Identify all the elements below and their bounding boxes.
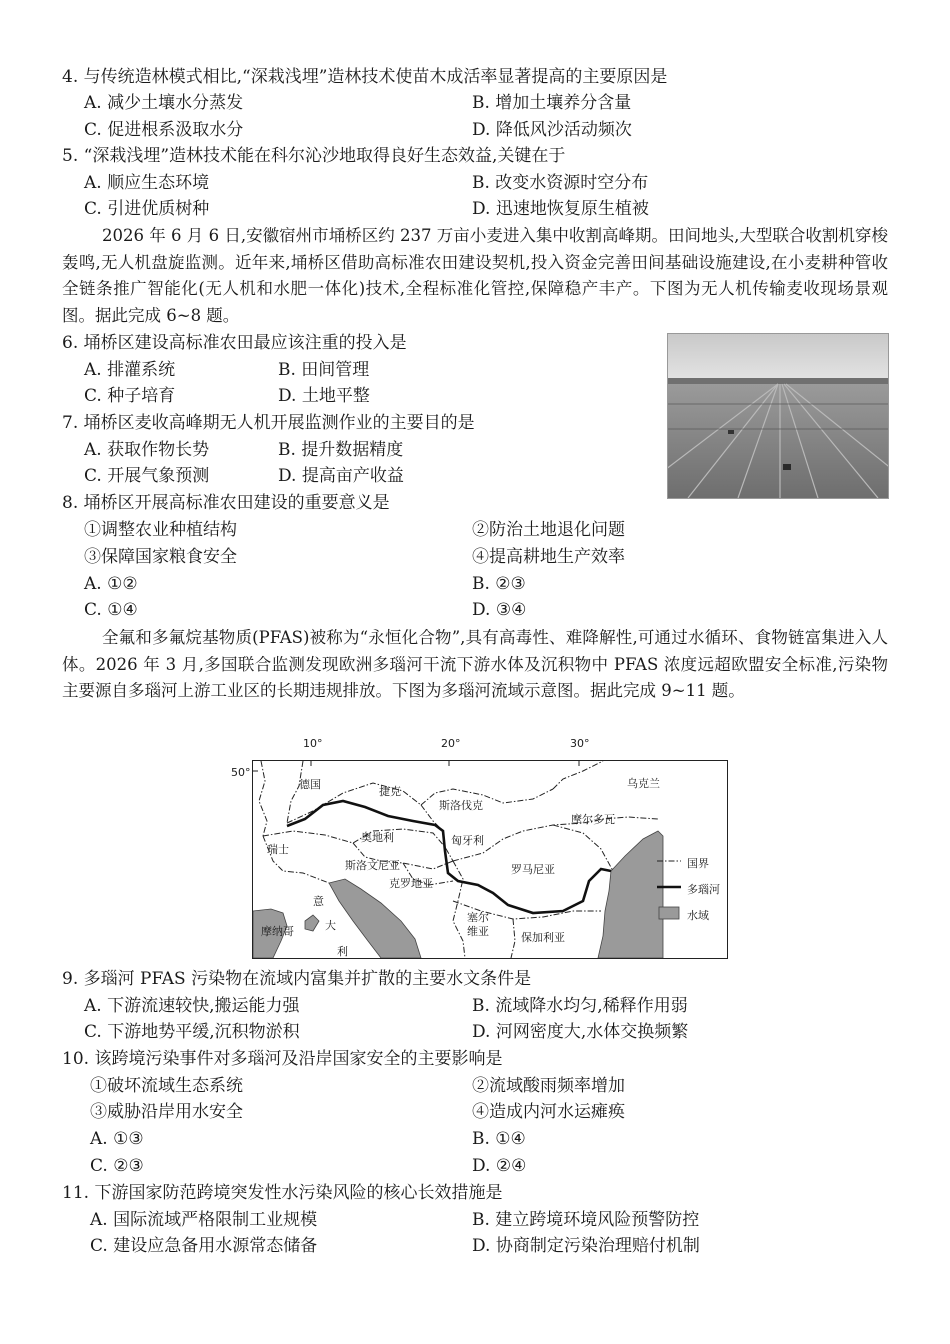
q10-statement-3: ③威胁沿岸用水安全: [90, 1102, 243, 1122]
q11-option-c: C. 建设应急备用水源常态储备: [90, 1236, 318, 1256]
tick-20: 20°: [441, 737, 461, 750]
map-label-austria: 奥地利: [361, 831, 394, 844]
question-6-stem: 6. 埇桥区建设高标准农田最应该注重的投入是: [62, 333, 407, 353]
q10-option-d: D. ②④: [472, 1156, 527, 1176]
legend-danube-label: 多瑙河: [687, 883, 720, 896]
legend-water-symbol: [659, 907, 679, 919]
tick-10: 10°: [303, 737, 323, 750]
q10-option-b: B. ①④: [472, 1129, 526, 1149]
passage-2: 全氟和多氟烷基物质(PFAS)被称为“永恒化合物”,具有高毒性、难降解性,可通过水循环、食物链富集进入人体。2026 年 3 月,多国联合监测发现欧洲多瑙河干流下游水体及沉积物中 PFAS 浓度远超欧盟安全标准,污染物主要源自多瑙河上游工业区的长期违规排放。下图为多瑙河流域示意图。据此完成 9~11 题。: [62, 628, 888, 700]
q8-option-a: A. ①②: [84, 574, 138, 594]
question-7-stem: 7. 埇桥区麦收高峰期无人机开展监测作业的主要目的是: [62, 413, 475, 433]
q8-statement-1: ①调整农业种植结构: [84, 520, 237, 540]
danube-basin-map: [252, 760, 728, 959]
q11-option-d: D. 协商制定污染治理赔付机制: [472, 1236, 700, 1256]
q6-option-b: B. 田间管理: [278, 360, 370, 380]
q6-option-d: D. 土地平整: [278, 386, 370, 406]
question-5-stem: 5. “深栽浅埋”造林技术能在科尔沁沙地取得良好生态效益,关键在于: [62, 146, 566, 166]
map-label-italy-1: 意: [313, 895, 324, 908]
q7-option-a: A. 获取作物长势: [84, 440, 210, 460]
q11-option-b: B. 建立跨境环境风险预警防控: [472, 1210, 700, 1230]
q4-option-a: A. 减少土壤水分蒸发: [84, 93, 244, 113]
question-10-stem: 10. 该跨境污染事件对多瑙河及沿岸国家安全的主要影响是: [62, 1049, 503, 1069]
map-label-ukraine: 乌克兰: [627, 777, 660, 790]
q11-option-a: A. 国际流域严格限制工业规模: [90, 1210, 318, 1230]
legend-water-label: 水域: [687, 909, 709, 922]
q10-option-a: A. ①③: [90, 1129, 144, 1149]
q4-option-d: D. 降低风沙活动频次: [472, 120, 632, 140]
q9-option-a: A. 下游流速较快,搬运能力强: [84, 996, 300, 1016]
q5-option-b: B. 改变水资源时空分布: [472, 173, 649, 193]
map-label-serbia-1: 塞尔: [467, 911, 489, 924]
map-label-italy-2: 大: [325, 919, 336, 932]
map-label-slovenia: 斯洛文尼亚: [345, 859, 400, 872]
map-label-germany: 德国: [299, 778, 321, 791]
map-label-bulgaria: 保加利亚: [521, 931, 565, 944]
q7-option-b: B. 提升数据精度: [278, 440, 404, 460]
q8-option-c: C. ①④: [84, 600, 138, 620]
q8-statement-2: ②防治土地退化问题: [472, 520, 625, 540]
map-label-hungary: 匈牙利: [451, 834, 484, 847]
q5-option-c: C. 引进优质树种: [84, 199, 210, 219]
q4-option-b: B. 增加土壤养分含量: [472, 93, 632, 113]
q8-option-b: B. ②③: [472, 574, 526, 594]
q6-option-c: C. 种子培育: [84, 386, 176, 406]
harvest-photo: [667, 333, 889, 499]
passage-1: 2026 年 6 月 6 日,安徽宿州市埇桥区约 237 万亩小麦进入集中收割高峰期。田间地头,大型联合收割机穿梭轰鸣,无人机盘旋监测。近年来,埇桥区借助高标准农田建设契机,投入资金完善田间基础设施建设,在小麦耕种管收全链条推广智能化(无人机和水肥一体化)技术,全程标准化管控,保障稳产丰产。下图为无人机传输麦收现场景观图。据此完成 6~8 题。: [62, 226, 888, 325]
q4-option-c: C. 促进根系汲取水分: [84, 120, 244, 140]
map-label-monaco: 摩纳哥: [261, 925, 294, 938]
legend-border-label: 国界: [687, 857, 709, 870]
map-label-serbia-2: 维亚: [467, 925, 489, 938]
q7-option-c: C. 开展气象预测: [84, 466, 210, 486]
q9-option-c: C. 下游地势平缓,沉积物淤积: [84, 1022, 300, 1042]
map-label-slovakia: 斯洛伐克: [439, 799, 483, 812]
q10-statement-1: ①破坏流域生态系统: [90, 1076, 243, 1096]
tick-30: 30°: [570, 737, 590, 750]
q10-statement-2: ②流域酸雨频率增加: [472, 1076, 625, 1096]
tick-50: 50°: [231, 766, 251, 779]
question-8-stem: 8. 埇桥区开展高标准农田建设的重要意义是: [62, 493, 390, 513]
question-9-stem: 9. 多瑙河 PFAS 污染物在流域内富集并扩散的主要水文条件是: [62, 969, 532, 989]
q8-statement-4: ④提高耕地生产效率: [472, 547, 625, 567]
q9-option-b: B. 流域降水均匀,稀释作用弱: [472, 996, 688, 1016]
map-label-czech: 捷克: [379, 785, 401, 798]
q10-statement-4: ④造成内河水运瘫痪: [472, 1102, 625, 1122]
q7-option-d: D. 提高亩产收益: [278, 466, 404, 486]
wheat-field-image: [668, 334, 888, 498]
map-label-switzerland: 瑞士: [267, 843, 289, 856]
map-label-italy-3: 利: [337, 945, 348, 958]
q5-option-d: D. 迅速地恢复原生植被: [472, 199, 649, 219]
map-label-romania: 罗马尼亚: [511, 863, 555, 876]
question-4-stem: 4. 与传统造林模式相比,“深栽浅埋”造林技术使苗木成活率显著提高的主要原因是: [62, 67, 668, 87]
map-label-croatia: 克罗地亚: [389, 877, 433, 890]
q6-option-a: A. 排灌系统: [84, 360, 176, 380]
q9-option-d: D. 河网密度大,水体交换频繁: [472, 1022, 689, 1042]
q5-option-a: A. 顺应生态环境: [84, 173, 210, 193]
legend-symbols: [655, 853, 685, 933]
q8-option-d: D. ③④: [472, 600, 527, 620]
question-11-stem: 11. 下游国家防范跨境突发性水污染风险的核心长效措施是: [62, 1183, 503, 1203]
map-label-moldova: 摩尔多瓦: [571, 813, 615, 826]
q8-statement-3: ③保障国家粮食安全: [84, 547, 237, 567]
q10-option-c: C. ②③: [90, 1156, 144, 1176]
